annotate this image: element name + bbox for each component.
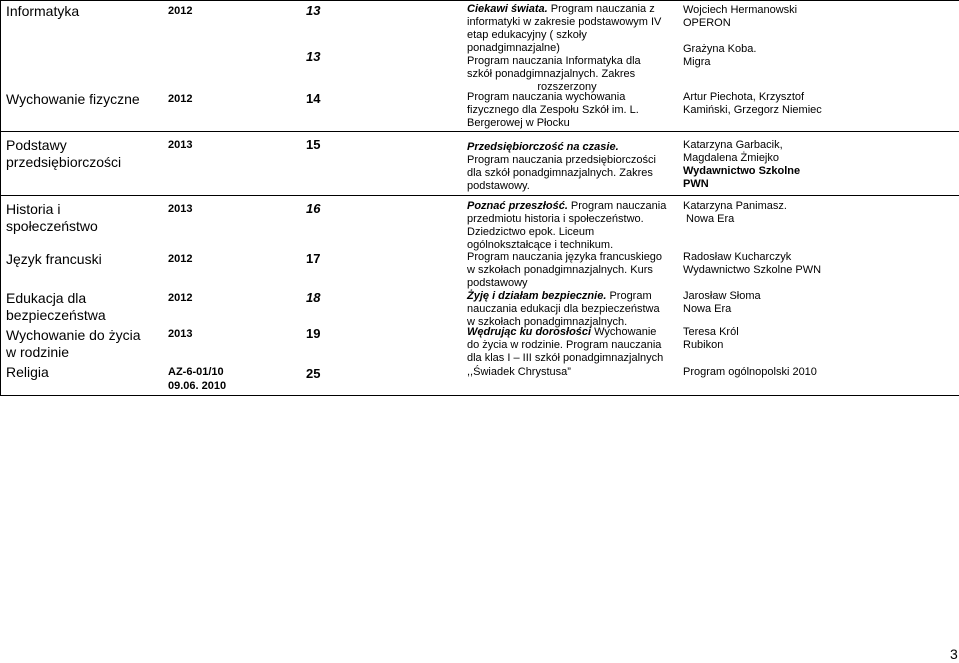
program-his xyxy=(467,200,666,252)
author-line: Artur Piechota, Krzysztof xyxy=(683,91,805,103)
num-13b: 13 xyxy=(306,49,321,64)
subject-line: w rodzinie xyxy=(6,344,70,360)
page-number: 3 xyxy=(950,646,958,662)
subject-edb xyxy=(6,290,106,324)
program-line: nauczania edukacji dla bezpieczeństwa xyxy=(467,303,660,315)
program-line: Program xyxy=(606,290,652,302)
authors-fr xyxy=(683,251,821,277)
authors-pp xyxy=(683,139,800,191)
year-edb: 2012 xyxy=(168,292,193,304)
program-title: Przedsiębiorczość na czasie. xyxy=(467,141,619,153)
author-line: Jarosław Słoma xyxy=(683,290,761,302)
num-17: 17 xyxy=(306,251,321,266)
program-line: Program nauczania z xyxy=(550,3,655,15)
subject-wdz xyxy=(6,327,141,361)
subject-wf: Wychowanie fizyczne xyxy=(6,91,140,107)
approval-date: 09.06. 2010 xyxy=(168,380,227,392)
program-line: Dziedzictwo epok. Liceum xyxy=(467,226,595,238)
author-line: Wydawnictwo Szkolne PWN xyxy=(683,264,822,276)
program-line: szkół ponadgimnazjalnych. Zakres xyxy=(467,68,636,80)
subject-line: społeczeństwo xyxy=(6,218,98,234)
author-line: Migra xyxy=(683,56,711,68)
author-line: Kamiński, Grzegorz Niemiec xyxy=(683,104,822,116)
program-line: podstawowy. xyxy=(467,180,530,192)
program-rel: ,,Świadek Chrystusa” xyxy=(467,366,571,378)
publisher: PWN xyxy=(683,178,709,190)
program-wdz xyxy=(467,326,663,365)
program-line: informatyki w zakresie podstawowym IV xyxy=(467,16,662,28)
program-line: w szkołach ponadgimnazjalnych. xyxy=(467,316,628,328)
year-pp: 2013 xyxy=(168,139,193,151)
year-his: 2013 xyxy=(168,203,193,215)
subject-line: Wychowanie do życia xyxy=(6,327,141,343)
authors-edb xyxy=(683,290,761,316)
subject-informatyka: Informatyka xyxy=(6,3,80,19)
authors-his xyxy=(683,200,787,226)
authors-wdz xyxy=(683,326,739,352)
year-wdz: 2013 xyxy=(168,328,193,340)
subject-pp xyxy=(6,137,121,171)
author-line: Rubikon xyxy=(683,339,724,351)
subject-line: Historia i xyxy=(6,201,61,217)
authors-informatyka xyxy=(683,4,797,69)
subject-line: bezpieczeństwa xyxy=(6,307,106,323)
program-line: dla szkół ponadgimnazjalnych. Zakres xyxy=(467,167,653,179)
author-line: Wojciech Hermanowski xyxy=(683,4,798,16)
publisher: Wydawnictwo Szkolne xyxy=(683,165,801,177)
author-line: Katarzyna Garbacik, xyxy=(683,139,783,151)
program-line: Bergerowej w Płocku xyxy=(467,117,570,129)
author-line: Nowa Era xyxy=(686,213,735,225)
subject-line: Edukacja dla xyxy=(6,290,87,306)
program-line: Program nauczania przedsiębiorczości xyxy=(467,154,656,166)
program-line: Program nauczania xyxy=(567,200,667,212)
program-line: w szkołach ponadgimnazjalnych. Kurs xyxy=(467,264,653,276)
num-25: 25 xyxy=(306,366,321,381)
authors-wf xyxy=(683,91,822,117)
subject-his xyxy=(6,201,98,235)
program-line: etap edukacyjny ( szkoły xyxy=(467,29,587,41)
program-line: fizycznego dla Zespołu Szkół im. L. xyxy=(467,104,639,116)
program-line: Program nauczania języka francuskiego xyxy=(467,251,663,263)
program-title: Żyję i działam bezpiecznie. xyxy=(467,290,607,302)
subject-line: przedsiębiorczości xyxy=(6,154,122,170)
author-line: Grażyna Koba. xyxy=(683,43,757,55)
program-title: Poznać przeszłość. xyxy=(467,200,568,212)
program-informatyka xyxy=(467,3,667,94)
program-fr xyxy=(467,251,662,290)
year-fr: 2012 xyxy=(168,253,193,265)
program-line: ogólnokształcące i technikum. xyxy=(467,239,614,251)
program-line: dla klas I – III szkół ponadgimnazjalnych xyxy=(467,352,664,364)
program-line: do życia w rodzinie. Program nauczania xyxy=(467,339,662,351)
program-line: rozszerzony xyxy=(537,81,597,93)
program-line: podstawowy xyxy=(467,277,528,289)
year-wf: 2012 xyxy=(168,93,193,105)
author-line: Radosław Kucharczyk xyxy=(683,251,792,263)
note-rel: Program ogólnopolski 2010 xyxy=(683,366,817,378)
author-line: OPERON xyxy=(683,17,731,29)
author-line: Katarzyna Panimasz. xyxy=(683,200,787,212)
program-title: Wędrując ku dorosłości xyxy=(467,326,592,338)
num-14: 14 xyxy=(306,91,321,106)
author-line: Teresa Król xyxy=(683,326,739,338)
num-15: 15 xyxy=(306,137,321,152)
program-pp xyxy=(467,141,656,193)
year-informatyka: 2012 xyxy=(168,5,193,17)
approval-code: AZ-6-01/10 xyxy=(168,366,224,378)
num-18: 18 xyxy=(306,290,321,305)
num-13a: 13 xyxy=(306,3,321,18)
num-19: 19 xyxy=(306,326,321,341)
subject-fr: Język francuski xyxy=(6,251,102,267)
program-title: Ciekawi świata. xyxy=(467,3,548,15)
author-line: Nowa Era xyxy=(683,303,732,315)
program-line: ponadgimnazjalne) xyxy=(467,42,560,54)
author-line: Magdalena Żmiejko xyxy=(683,152,779,164)
num-16: 16 xyxy=(306,201,321,216)
program-line: Wychowanie xyxy=(591,326,657,338)
program-edb xyxy=(467,290,660,329)
program-line: Program nauczania wychowania xyxy=(467,91,626,103)
subject-line: Podstawy xyxy=(6,137,67,153)
program-line: Program nauczania Informatyka dla xyxy=(467,55,641,67)
program-wf xyxy=(467,91,639,130)
subject-rel: Religia xyxy=(6,364,49,380)
program-line: przedmiotu historia i społeczeństwo. xyxy=(467,213,644,225)
